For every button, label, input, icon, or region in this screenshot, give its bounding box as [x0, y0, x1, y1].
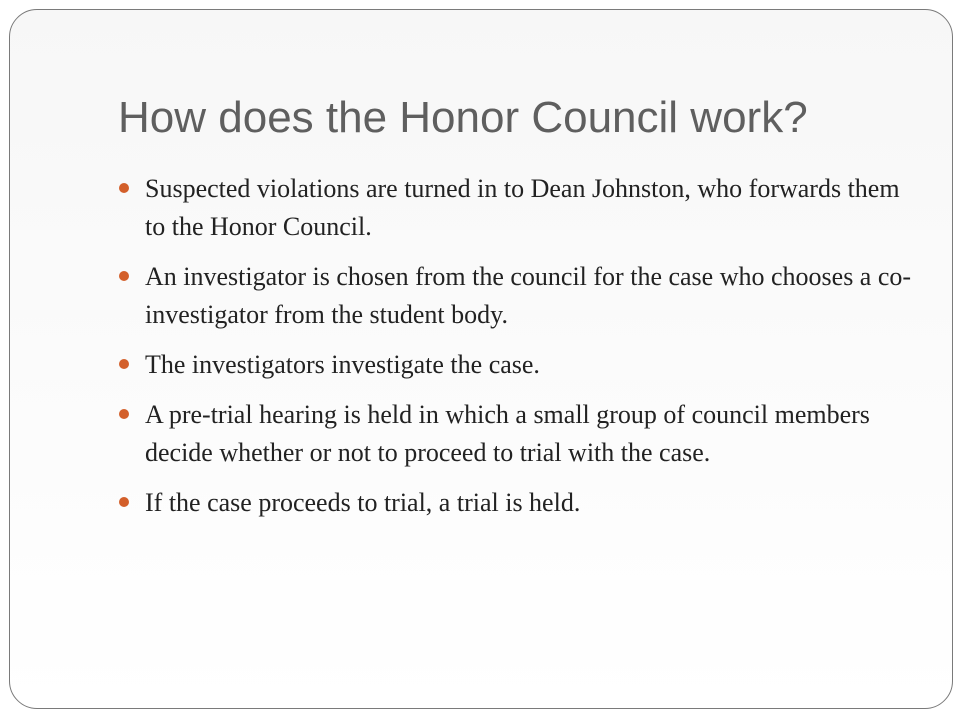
- bullet-dot-icon: [119, 497, 129, 507]
- slide-title: How does the Honor Council work?: [118, 93, 808, 142]
- bullet-list: [118, 170, 918, 534]
- bullet-dot-icon: [119, 271, 129, 281]
- bullet-dot-icon: [119, 409, 129, 419]
- bullet-item: [118, 170, 918, 246]
- bullet-item: [118, 346, 918, 384]
- bullet-text: A pre-trial hearing is held in which a small group of council members decide whether or not to proceed to trial with the case.: [145, 400, 870, 467]
- bullet-text: The investigators investigate the case.: [145, 350, 540, 379]
- bullet-text: An investigator is chosen from the council for the case who chooses a co-investigator from the student body.: [145, 262, 912, 329]
- bullet-item: [118, 484, 918, 522]
- bullet-dot-icon: [119, 359, 129, 369]
- bullet-dot-icon: [119, 183, 129, 193]
- slide-frame: [9, 9, 953, 709]
- bullet-text: Suspected violations are turned in to Dean Johnston, who forwards them to the Honor Council.: [145, 174, 900, 241]
- bullet-item: [118, 258, 918, 334]
- bullet-item: [118, 396, 918, 472]
- bullet-text: If the case proceeds to trial, a trial is held.: [145, 488, 581, 517]
